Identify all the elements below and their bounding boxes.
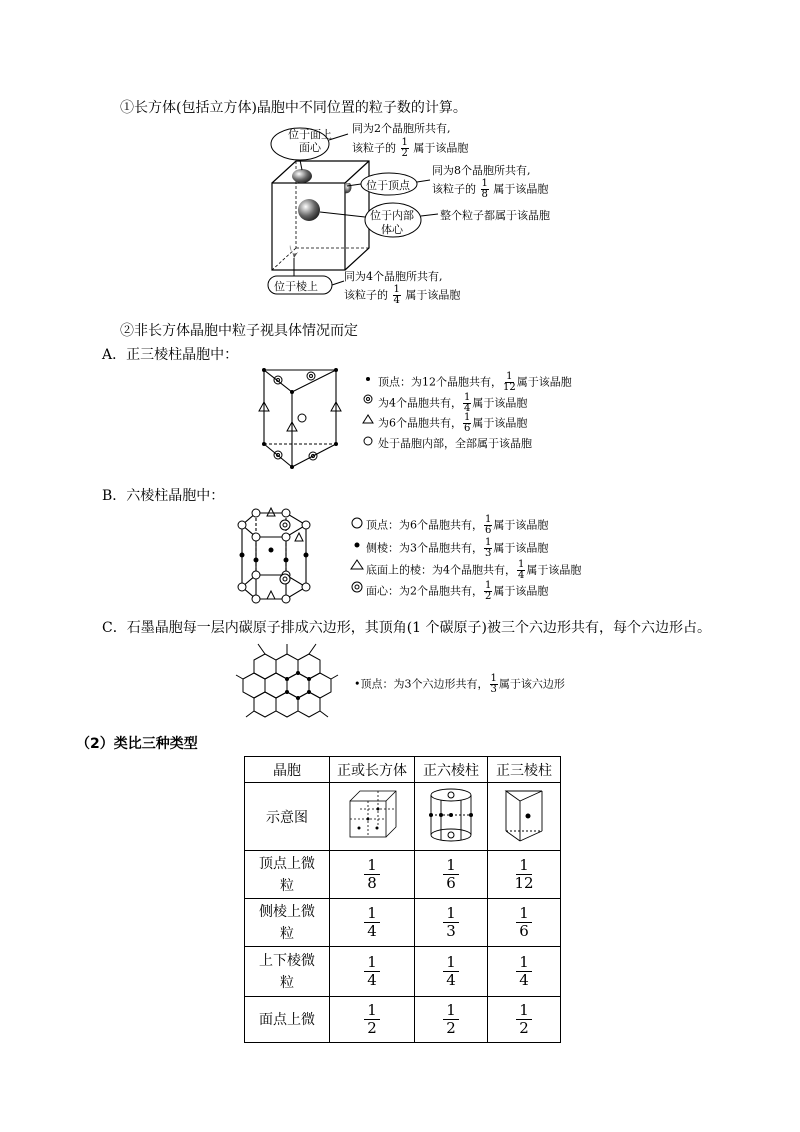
numerator: 1 bbox=[516, 954, 532, 972]
fraction bbox=[516, 1002, 532, 1037]
fraction bbox=[364, 1002, 380, 1037]
vertex-note-2: 该粒子的 $\frac{1}{8}$ 属于该晶胞 bbox=[432, 178, 549, 200]
C-note: •顶点：为3个六边形共有， $\frac{1}{3}$ 属于该六边形 bbox=[354, 673, 565, 695]
table-header-row bbox=[245, 757, 561, 783]
fraction-cell bbox=[488, 947, 561, 997]
fraction-cell bbox=[415, 997, 488, 1043]
fraction-cell bbox=[488, 851, 561, 899]
numerator: 1 bbox=[364, 954, 380, 972]
numerator: 1 bbox=[443, 954, 459, 972]
table-row bbox=[245, 997, 561, 1043]
fraction bbox=[364, 905, 380, 940]
B-item-4: 面心：为2个晶胞共有， $\frac{1}{2}$ 属于该晶胞 bbox=[366, 580, 549, 602]
fraction bbox=[364, 954, 380, 989]
table-row-diagram bbox=[245, 783, 561, 851]
header-cell: 正六棱柱 bbox=[415, 757, 488, 783]
edge-note-1: 同为4个晶胞所共有, bbox=[344, 270, 443, 283]
fraction bbox=[364, 857, 380, 892]
fraction-cell bbox=[488, 899, 561, 947]
face-note-1: 同为2个晶胞所共有, bbox=[352, 122, 451, 135]
A-legend-symbols bbox=[362, 374, 374, 449]
body-note: 整个粒子都属于该晶胞 bbox=[440, 209, 550, 222]
row-label: 示意图 bbox=[245, 783, 330, 851]
vertex-label: 位于顶点 bbox=[366, 179, 410, 192]
header-cell: 晶胞 bbox=[245, 757, 330, 783]
triangular-prism-diagram bbox=[256, 362, 356, 477]
A-item-4: 处于晶胞内部，全部属于该晶胞 bbox=[378, 437, 532, 450]
fraction bbox=[443, 1002, 459, 1037]
A-item-3: 为6个晶胞共有， $\frac{1}{6}$ 属于该晶胞 bbox=[378, 412, 528, 434]
face-note-2: 该粒子的 $\frac{1}{2}$ 属于该晶胞 bbox=[352, 137, 469, 159]
fraction bbox=[443, 857, 459, 892]
numerator: 1 bbox=[364, 905, 380, 923]
A-item-2: 为4个晶胞共有， $\frac{1}{4}$ 属于该晶胞 bbox=[378, 392, 528, 414]
row-label: 顶点上微粒 bbox=[245, 851, 330, 899]
denominator: 6 bbox=[519, 922, 529, 940]
denominator: 4 bbox=[367, 971, 377, 989]
denominator: 4 bbox=[446, 971, 456, 989]
graphite-honeycomb-diagram bbox=[236, 638, 346, 723]
denominator: 2 bbox=[446, 1019, 456, 1037]
fraction-cell bbox=[330, 899, 415, 947]
B-item-3: 底面上的棱：为4个晶胞共有， $\frac{1}{4}$ 属于该晶胞 bbox=[366, 559, 582, 581]
denominator: 6 bbox=[446, 874, 456, 892]
table-row bbox=[245, 851, 561, 899]
row-label: 面点上微 bbox=[245, 997, 330, 1043]
numerator: 1 bbox=[443, 905, 459, 923]
fraction-cell bbox=[330, 851, 415, 899]
fraction-cell bbox=[330, 997, 415, 1043]
denominator: 12 bbox=[514, 874, 534, 892]
A-item-1: 顶点：为12个晶胞共有， $\frac{1}{12}$ 属于该晶胞 bbox=[378, 371, 572, 393]
section3-title: （2）类比三种类型 bbox=[76, 736, 198, 752]
fraction bbox=[443, 954, 459, 989]
B-legend-symbols bbox=[350, 517, 364, 597]
header-cell: 正或长方体 bbox=[330, 757, 415, 783]
denominator: 3 bbox=[446, 922, 456, 940]
fraction bbox=[516, 954, 532, 989]
header-cell: 正三棱柱 bbox=[488, 757, 561, 783]
fraction-cell bbox=[330, 947, 415, 997]
face-label: 位于面上 面心 bbox=[288, 128, 332, 154]
section2-title: ②非长方体晶胞中粒子视具体情况而定 bbox=[120, 323, 358, 339]
denominator: 4 bbox=[519, 971, 529, 989]
numerator: 1 bbox=[443, 1002, 459, 1020]
triprism-thumbnail bbox=[488, 783, 561, 851]
triprism-thumbnail-icon bbox=[502, 785, 546, 845]
fraction-cell bbox=[415, 899, 488, 947]
edge-note-2: 该粒子的 $\frac{1}{4}$ 属于该晶胞 bbox=[344, 284, 461, 306]
fraction bbox=[443, 905, 459, 940]
body-label-1: 位于内部 bbox=[370, 209, 414, 222]
A-title: A．正三棱柱晶胞中： bbox=[102, 347, 239, 363]
fraction bbox=[516, 905, 532, 940]
numerator: 1 bbox=[516, 905, 532, 923]
table-row bbox=[245, 947, 561, 997]
B-title: B．六棱柱晶胞中： bbox=[102, 488, 225, 504]
numerator: 1 bbox=[516, 857, 532, 875]
row-label: 上下棱微粒 bbox=[245, 947, 330, 997]
B-item-2: 侧棱：为3个晶胞共有， $\frac{1}{3}$ 属于该晶胞 bbox=[366, 537, 549, 559]
numerator: 1 bbox=[443, 857, 459, 875]
denominator: 2 bbox=[367, 1019, 377, 1037]
numerator: 1 bbox=[364, 857, 380, 875]
hexprism-thumbnail-icon bbox=[426, 785, 476, 845]
hexagonal-prism-diagram bbox=[236, 505, 346, 605]
numerator: 1 bbox=[364, 1002, 380, 1020]
hexprism-thumbnail bbox=[415, 783, 488, 851]
fraction-cell bbox=[488, 997, 561, 1043]
B-item-1: 顶点：为6个晶胞共有， $\frac{1}{6}$ 属于该晶胞 bbox=[366, 514, 549, 536]
denominator: 4 bbox=[367, 922, 377, 940]
C-title: C．石墨晶胞每一层内碳原子排成六边形，其顶角(1 个碳原子)被三个六边形共有，每个六边形占。 bbox=[102, 620, 711, 636]
cube-thumbnail-icon bbox=[344, 787, 400, 843]
table-row bbox=[245, 899, 561, 947]
fraction bbox=[514, 857, 533, 892]
fraction-cell bbox=[415, 947, 488, 997]
denominator: 8 bbox=[367, 874, 377, 892]
row-label: 侧棱上微粒 bbox=[245, 899, 330, 947]
vertex-note-1: 同为8个晶胞所共有, bbox=[432, 164, 531, 177]
numerator: 1 bbox=[516, 1002, 532, 1020]
denominator: 2 bbox=[519, 1019, 529, 1037]
section1-title: ①长方体(包括立方体)晶胞中不同位置的粒子数的计算。 bbox=[120, 100, 467, 116]
body-label-2: 体心 bbox=[381, 223, 403, 236]
edge-label: 位于棱上 bbox=[274, 280, 318, 293]
comparison-table bbox=[244, 756, 561, 1043]
cube-thumbnail bbox=[330, 783, 415, 851]
fraction-cell bbox=[415, 851, 488, 899]
